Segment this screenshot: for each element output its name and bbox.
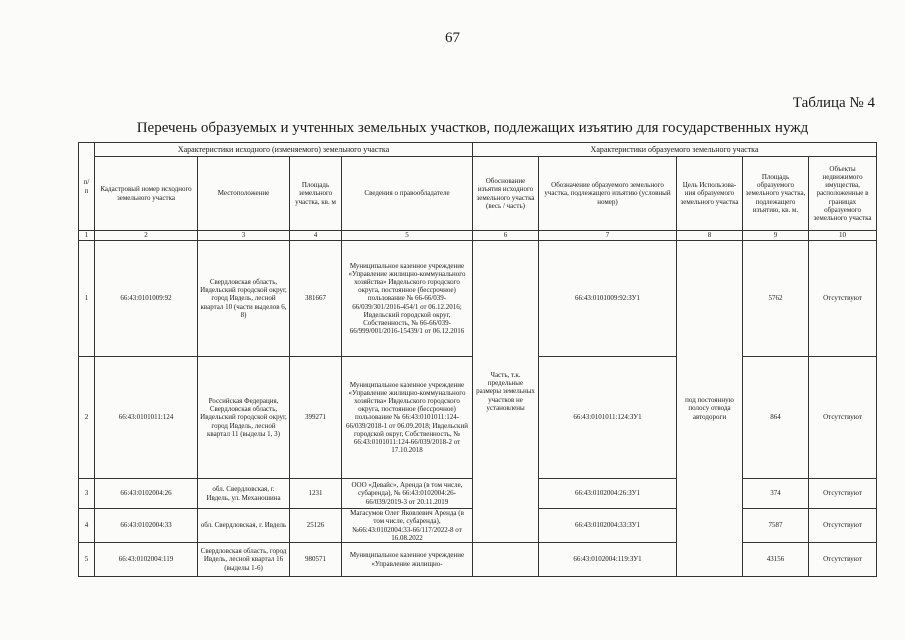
owner-info: Муниципальное казенное учреждение «Управление жилищно-коммунального хозяйства» Ивдельского городского округа, постоянное (бессрочное) пользование № 66:43:0101011:124-66/039/2018-1 от 06.09.2018; Ивдельский городской округ, Собственность, № 66:43:0101011:124-66/039/2018-2 от 17.10.2018 [342,357,473,479]
land-plots-table [78,142,877,577]
usage-purpose: под постоянную полосу отвода автодороги [677,241,743,577]
formed-area: 5762 [743,241,809,357]
cadastral-number: 66:43:0102004:26 [95,479,198,509]
cadastral-number: 66:43:0101011:124 [95,357,198,479]
header-row-number: п/ п [79,143,95,231]
cadastral-number: 66:43:0102004:119 [95,543,198,577]
real-estate-objects: Отсутствуют [809,479,877,509]
table-caption: Таблица № 4 [792,95,875,111]
formed-designation: 66:43:0101011:124:ЗУ1 [539,357,677,479]
location: Свердловская область, Ивдельский городской округ, город Ивдель, лесной квартал 10 (части выделов 6, 8) [198,241,290,357]
justification: Часть, т.к. предельные размеры земельных участков не установлены [473,241,539,543]
formed-area: 43156 [743,543,809,577]
location: обл. Свердловская, г. Ивдель, ул. Механошина [198,479,290,509]
column-number: 2 [95,231,198,241]
row-number: 3 [79,479,95,509]
formed-designation: 66:43:0101009:92:ЗУ1 [539,241,677,357]
location: Свердловская область, город Ивдель, лесной квартал 16 (выделы 1-6) [198,543,290,577]
row-number: 4 [79,509,95,543]
formed-designation: 66:43:0102004:119:ЗУ1 [539,543,677,577]
location: обл. Свердловская, г. Ивдель [198,509,290,543]
row-number: 1 [79,241,95,357]
area: 980571 [290,543,342,577]
header-objects: Объекты недвижимого имущества, расположенные в границах образуемого земельного участка [809,157,877,231]
area: 381667 [290,241,342,357]
cadastral-number: 66:43:0101009:92 [95,241,198,357]
formed-area: 374 [743,479,809,509]
real-estate-objects: Отсутствуют [809,543,877,577]
header-area: Площадь земельного участка, кв. м [290,157,342,231]
cadastral-number: 66:43:0102004:33 [95,509,198,543]
document-title: Перечень образуемых и учтенных земельных участков, подлежащих изъятию для государственных нужд [136,120,809,136]
header-justification: Обоснование изъятия исходного земельного участка (весь / часть) [473,157,539,231]
column-number: 7 [539,231,677,241]
location: Российская Федерация, Свердловская область, Ивдельский городской округ, город Ивдель, лесной квартал 11 (выделы 1, 3) [198,357,290,479]
column-number: 8 [677,231,743,241]
formed-area: 7587 [743,509,809,543]
owner-info: Магасумов Олег Яковлевич Аренда (в том числе, субаренда), №66:43:0102004:33-66/117/2022-8 от 16.08.2022 [342,509,473,543]
header-group-formed: Характеристики образуемого земельного участка [473,143,877,157]
header-cadastral: Кадастровый номер исходного земельного участка [95,157,198,231]
column-number: 5 [342,231,473,241]
column-number: 4 [290,231,342,241]
formed-designation: 66:43:0102004:33:ЗУ1 [539,509,677,543]
table-row [79,241,877,357]
header-purpose: Цель Использова- ния образуемого земельного участка [677,157,743,231]
formed-designation: 66:43:0102004:26:ЗУ1 [539,479,677,509]
justification-empty [473,543,539,577]
owner-info: ООО «Девайс», Аренда (в том числе, субаренда), № 66:43:0102004:26-66/039/2019-3 от 20.11.2019 [342,479,473,509]
real-estate-objects: Отсутствуют [809,241,877,357]
header-owner: Сведения о правообладателе [342,157,473,231]
header-formed-area: Площадь образуемого земельного участка, подлежащего изъятию, кв. м. [743,157,809,231]
row-number: 2 [79,357,95,479]
column-number: 9 [743,231,809,241]
real-estate-objects: Отсутствуют [809,509,877,543]
header-location: Местоположение [198,157,290,231]
page-number: 67 [445,30,460,46]
column-number: 10 [809,231,877,241]
header-group-source: Характеристики исходного (изменяемого) земельного участка [95,143,473,157]
area: 1231 [290,479,342,509]
column-number: 1 [79,231,95,241]
owner-info: Муниципальное казенное учреждение «Управление жилищно- [342,543,473,577]
column-number: 6 [473,231,539,241]
area: 399271 [290,357,342,479]
row-number: 5 [79,543,95,577]
real-estate-objects: Отсутствуют [809,357,877,479]
column-number: 3 [198,231,290,241]
table-row [79,543,877,577]
owner-info: Муниципальное казенное учреждение «Управление жилищно-коммунального хозяйства» Ивдельского городского округа, постоянное (бессрочное) пользование № 66-66/039-66/039/301/2016-454/1 от 06.12.2016; Ивдельский городской округ, Собственность, № 66-66/039-66/999/001/2016-15439/1 от 06.12.2016 [342,241,473,357]
formed-area: 864 [743,357,809,479]
header-formed-designation: Обозначение образуемого земельного участка, подлежащего изъятию (условный номер) [539,157,677,231]
area: 25126 [290,509,342,543]
